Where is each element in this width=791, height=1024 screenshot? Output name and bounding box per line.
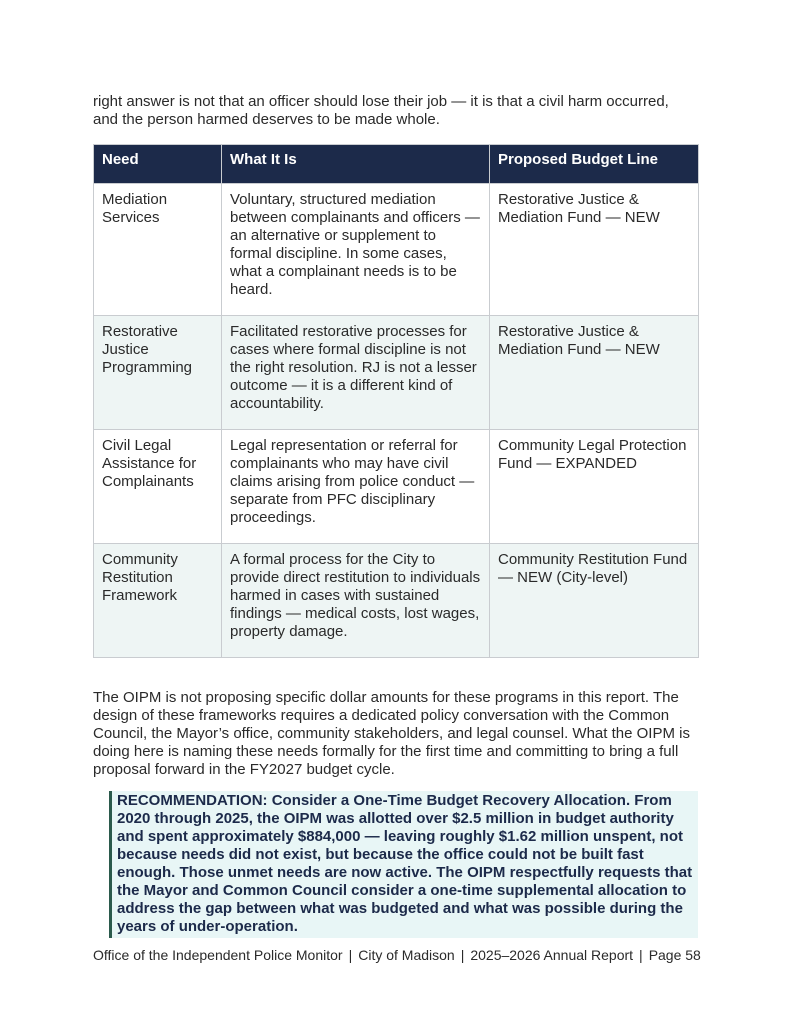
cell-budget: Community Restitution Fund — NEW (City-level) [490,544,699,658]
body-paragraph: The OIPM is not proposing specific dollar amounts for these programs in this report. The design of these frameworks requires a dedicated policy conversation with the Common Council, the Mayor’s office, community stakeholders, and legal counsel. What the OIPM is doing here is naming these needs formally for the first time and committing to bring a full proposal forward in the FY2027 budget cycle. [93,689,690,778]
needs-table [93,144,699,658]
recommendation-callout: RECOMMENDATION: Consider a One-Time Budget Recovery Allocation. From 2020 through 2025, the OIPM was allotted over $2.5 million in budget authority and spent approximately $884,000 — leaving roughly $1.62 million unspent, not because needs did not exist, but because the office could not be built fast enough. Those unmet needs are now active. The OIPM respectfully requests that the Mayor and Common Council consider a one-time supplemental allocation to address the gap between what was budgeted and what was possible during the years of under-operation. [109,791,698,938]
cell-need: Civil Legal Assistance for Complainants [94,430,222,544]
cell-budget: Restorative Justice & Mediation Fund — NEW [490,184,699,316]
intro-paragraph: right answer is not that an officer should lose their job — it is that a civil harm occurred, and the person harmed deserves to be made whole. [93,93,669,128]
footer-city: City of Madison [358,947,455,963]
footer-report: 2025–2026 Annual Report [470,947,634,963]
cell-what: Legal representation or referral for complainants who may have civil claims arising from police conduct — separate from PFC disciplinary proceedings. [222,430,490,544]
footer-separator: | [348,947,353,963]
header-budget-line: Proposed Budget Line [490,145,699,184]
page-footer [93,946,701,964]
table-row [94,544,699,658]
cell-need: Restorative Justice Programming [94,316,222,430]
table-row [94,430,699,544]
footer-page-number: Page 58 [648,947,701,963]
table-row [94,316,699,430]
header-need: Need [94,145,222,184]
footer-separator: | [460,947,465,963]
cell-what: Facilitated restorative processes for cases where formal discipline is not the right resolution. RJ is not a lesser outcome — it is a different kind of accountability. [222,316,490,430]
cell-budget: Community Legal Protection Fund — EXPANDED [490,430,699,544]
page-content [93,93,698,938]
cell-budget: Restorative Justice & Mediation Fund — NEW [490,316,699,430]
table-header-row [94,145,699,184]
footer-separator: | [639,947,643,963]
table-row [94,184,699,316]
cell-what: A formal process for the City to provide direct restitution to individuals harmed in cases with sustained findings — medical costs, lost wages, property damage. [222,544,490,658]
header-what-it-is: What It Is [222,145,490,184]
footer-office: Office of the Independent Police Monitor [93,947,343,963]
cell-need: Mediation Services [94,184,222,316]
cell-need: Community Restitution Framework [94,544,222,658]
cell-what: Voluntary, structured mediation between complainants and officers — an alternative or supplement to formal discipline. In some cases, what a complainant needs is to be heard. [222,184,490,316]
